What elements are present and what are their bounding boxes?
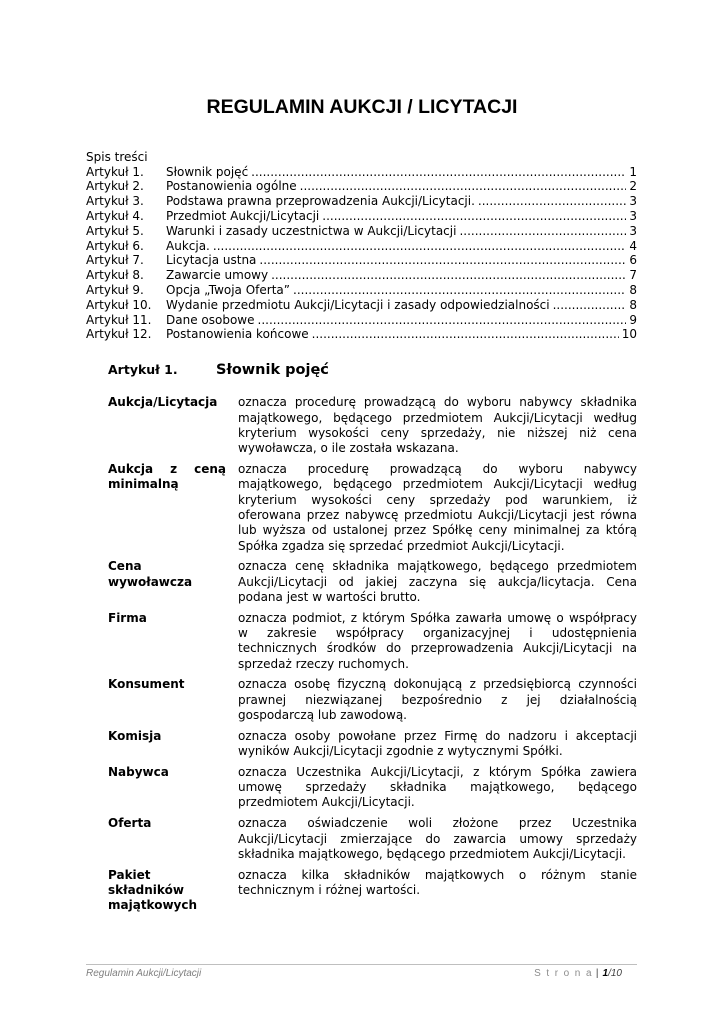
toc-entry-page-number: 4 — [629, 238, 637, 253]
toc-leader-dots — [459, 224, 626, 239]
definition-term-line: Nabywca — [108, 764, 169, 779]
toc-entry-page-number: 3 — [629, 208, 637, 223]
toc-leader-dots — [251, 165, 626, 180]
toc-entry-page-number: 8 — [629, 297, 637, 312]
definition-text-line: przedmiotem Aukcji/Licytacji. — [238, 795, 415, 810]
definition-text-line: oznacza Uczestnika Aukcji/Licytacji, z którym Spółka zawiera — [238, 764, 637, 779]
definition-text — [238, 677, 637, 723]
definition-text — [238, 462, 637, 554]
toc-entry-title: Zawarcie umowy — [166, 268, 269, 283]
toc-leader-dots — [213, 239, 626, 254]
toc-entry-page-number: 3 — [629, 194, 637, 209]
toc-entry-page-number: 7 — [629, 268, 637, 283]
definition-row — [108, 395, 637, 456]
toc-leader-dots — [322, 209, 626, 224]
toc-entry-label: Artykuł 3. — [86, 194, 144, 209]
definition-text-line: Aukcji/Licytacji od jakiej zaczyna się aukcja/licytacja. Cena — [238, 574, 637, 589]
footer-page-indicator — [534, 967, 622, 980]
definition-text — [238, 868, 637, 914]
toc-entry-title: Dane osobowe — [166, 312, 255, 327]
definition-row — [108, 559, 637, 605]
definition-term — [108, 462, 226, 554]
toc-entry[interactable] — [86, 327, 637, 342]
definition-text-line: oznacza oświadczenie woli złożone przez Uczestnika — [238, 816, 637, 831]
definition-text-line: prawnej niezwiązanej bezpośrednio z jej działalnością — [238, 692, 637, 707]
toc-leader-dots — [259, 253, 626, 268]
definition-term — [108, 765, 226, 811]
toc-entry-title: Podstawa prawna przeprowadzenia Aukcji/Licytacji. — [166, 194, 475, 209]
toc-entry[interactable] — [86, 253, 637, 268]
toc-entry-title: Słownik pojęć — [166, 164, 249, 179]
toc-entry-label: Artykuł 2. — [86, 179, 144, 194]
definition-row — [108, 765, 637, 811]
toc-entry-label: Artykuł 10. — [86, 297, 152, 312]
toc-entry[interactable] — [86, 298, 637, 313]
definition-term — [108, 868, 226, 914]
definition-term-line: wywoławcza — [108, 574, 193, 589]
definition-text-line: majątkowego, będącego przedmiotem Aukcji/Licytacji według — [238, 477, 637, 492]
definition-text-line: oznacza osoby powołane przez Firmę do nadzoru i akceptacji — [238, 728, 637, 743]
definition-text — [238, 611, 637, 672]
article-heading — [108, 361, 508, 379]
toc-entry-page-number: 3 — [629, 223, 637, 238]
document-title: REGULAMIN AUKCJI / LICYTACJI — [206, 96, 518, 118]
toc-entry[interactable] — [86, 194, 637, 209]
toc-leader-dots — [300, 179, 627, 194]
definition-text-line: składnika majątkowego, będącego przedmiotem Aukcji/Licytacji. — [238, 846, 626, 861]
definition-text-line: technicznym i różnej wartości. — [238, 882, 421, 897]
definition-term — [108, 559, 226, 605]
toc-entry[interactable] — [86, 283, 637, 298]
toc-entry-page-number: 8 — [629, 282, 637, 297]
toc-entry[interactable] — [86, 165, 637, 180]
definition-row — [108, 677, 637, 723]
definition-text-line: wywoławcza, o ile została wskazana. — [238, 441, 459, 456]
definition-term-line: Komisja — [108, 728, 162, 743]
toc-entry-label: Artykuł 6. — [86, 238, 144, 253]
definition-term — [108, 395, 226, 456]
toc-entry-title: Postanowienia końcowe — [166, 327, 309, 342]
definition-term-line: Firma — [108, 610, 147, 625]
definition-text-line: kryterium wysokości ceny sprzedaży pod warunkiem, iż — [238, 492, 637, 507]
definition-row — [108, 611, 637, 672]
definition-term — [108, 611, 226, 672]
definition-text-line: umowę sprzedaży składnika majątkowego, będącego — [238, 780, 637, 795]
definition-text-line: technicznych środków do przeprowadzenia Aukcji/Licytacji na — [238, 641, 637, 656]
definition-row — [108, 868, 637, 914]
footer-separator: | — [595, 968, 599, 979]
toc-entry-title: Opcja „Twoja Oferta” — [166, 282, 290, 297]
definition-term-line: Konsument — [108, 677, 185, 692]
toc-entry-label: Artykuł 5. — [86, 223, 144, 238]
definition-term-line: majątkowych — [108, 898, 198, 913]
toc-leader-dots — [312, 327, 619, 342]
toc-entry-label: Artykuł 9. — [86, 282, 144, 297]
definition-text-line: oznacza procedurę prowadzącą do wyboru nabywcy składnika — [238, 395, 637, 410]
definition-term-line: Pakiet — [108, 867, 151, 882]
definition-term — [108, 816, 226, 862]
definition-text-line: majątkowego, będącego przedmiotem Aukcji/Licytacji według — [238, 410, 637, 425]
definition-text-line: sprzedaż rzeczy ruchomych. — [238, 656, 409, 671]
definition-text-line: kryterium wysokości ceny sprzedaży, nie niższej niż cena — [238, 425, 637, 440]
definition-text-line: podana jest w wartości brutto. — [238, 589, 421, 604]
definition-row — [108, 729, 637, 760]
toc-entry[interactable] — [86, 313, 637, 328]
toc-entry-page-number: 1 — [629, 164, 637, 179]
toc-entry-title: Przedmiot Aukcji/Licytacji — [166, 208, 320, 223]
definition-text — [238, 729, 637, 760]
definition-text-line: gospodarczą lub zawodową. — [238, 707, 407, 722]
toc-entry-title: Wydanie przedmiotu Aukcji/Licytacji i zasady odpowiedzialności — [166, 297, 550, 312]
definition-text-line: oferowana przez nabywcę przedmiotu Aukcji/Licytacji jest równa — [238, 507, 637, 522]
toc-heading: Spis treści — [86, 150, 148, 164]
toc-entry-title: Licytacja ustna — [166, 253, 257, 268]
table-of-contents — [86, 165, 637, 343]
article-number: Artykuł 1. — [108, 362, 178, 377]
toc-leader-dots — [553, 298, 627, 313]
toc-leader-dots — [258, 313, 627, 328]
definition-text-line: wyników Aukcji/Licytacji zgodnie z wytycznymi Spółki. — [238, 744, 563, 759]
toc-entry-page-number: 9 — [629, 312, 637, 327]
definition-text — [238, 395, 637, 456]
definition-term-line: Aukcja z ceną — [108, 462, 226, 477]
definition-text-line: lub wyższa od ustalonej przez Spółkę ceny minimalnej za którą — [238, 523, 637, 538]
definition-text-line: Aukcji/Licytacji zmierzające do zawarcia umowy sprzedaży — [238, 831, 637, 846]
definition-term-line: Cena — [108, 559, 142, 574]
definition-text-line: oznacza kilka składników majątkowych o różnym stanie — [238, 867, 637, 882]
toc-entry-label: Artykuł 1. — [86, 164, 144, 179]
toc-entry-label: Artykuł 4. — [86, 208, 144, 223]
toc-entry-label: Artykuł 8. — [86, 268, 144, 283]
toc-entry-label: Artykuł 7. — [86, 253, 144, 268]
toc-entry[interactable] — [86, 179, 637, 194]
toc-entry-page-number: 6 — [629, 253, 637, 268]
toc-entry-title: Aukcja. — [166, 238, 210, 253]
definition-term-line: Aukcja/Licytacja — [108, 395, 218, 410]
definition-text-line: oznacza osobę fizyczną dokonującą z przedsiębiorcą czynności — [238, 677, 637, 692]
toc-leader-dots — [293, 283, 626, 298]
footer-current-page: 1 — [602, 968, 609, 979]
toc-entry[interactable] — [86, 239, 637, 254]
definition-term-line: minimalną — [108, 477, 179, 492]
definition-text-line: oznacza podmiot, z którym Spółka zawarła umowę o współpracy — [238, 610, 637, 625]
toc-entry-page-number: 10 — [621, 327, 637, 342]
toc-leader-dots — [271, 268, 626, 283]
toc-entry-label: Artykuł 12. — [86, 327, 152, 342]
definition-term-line: Oferta — [108, 816, 152, 831]
definition-text-line: w zakresie współpracy organizacyjnej i udostępnienia — [238, 626, 637, 640]
toc-entry-label: Artykuł 11. — [86, 312, 152, 327]
definition-term — [108, 729, 226, 760]
footer-total-pages: /10 — [608, 968, 622, 979]
definition-text-line: oznacza cenę składnika majątkowego, będącego przedmiotem — [238, 559, 637, 574]
definition-text — [238, 765, 637, 811]
toc-entry-title: Postanowienia ogólne — [166, 179, 297, 194]
toc-entry[interactable] — [86, 224, 637, 239]
definition-text-line: oznacza procedurę prowadzącą do wyboru nabywcy — [238, 462, 637, 477]
toc-entry-title: Warunki i zasady uczestnictwa w Aukcji/Licytacji — [166, 223, 457, 238]
footer-document-name: Regulamin Aukcji/Licytacji — [86, 968, 202, 979]
definition-row — [108, 816, 637, 862]
definition-term-line: składników — [108, 882, 184, 897]
definitions-list — [108, 395, 637, 919]
footer-page-word: S t r o n a — [534, 968, 593, 979]
toc-entry[interactable] — [86, 209, 637, 224]
article-title: Słownik pojęć — [216, 362, 329, 378]
definition-row — [108, 462, 637, 554]
toc-leader-dots — [478, 194, 626, 209]
footer-divider — [86, 964, 637, 965]
toc-entry[interactable] — [86, 268, 637, 283]
definition-text-line: Spółka zgadza się sprzedać przedmiot Aukcji/Licytacji. — [238, 538, 565, 553]
definition-text — [238, 559, 637, 605]
definition-term — [108, 677, 226, 723]
definition-text — [238, 816, 637, 862]
toc-entry-page-number: 2 — [629, 179, 637, 194]
